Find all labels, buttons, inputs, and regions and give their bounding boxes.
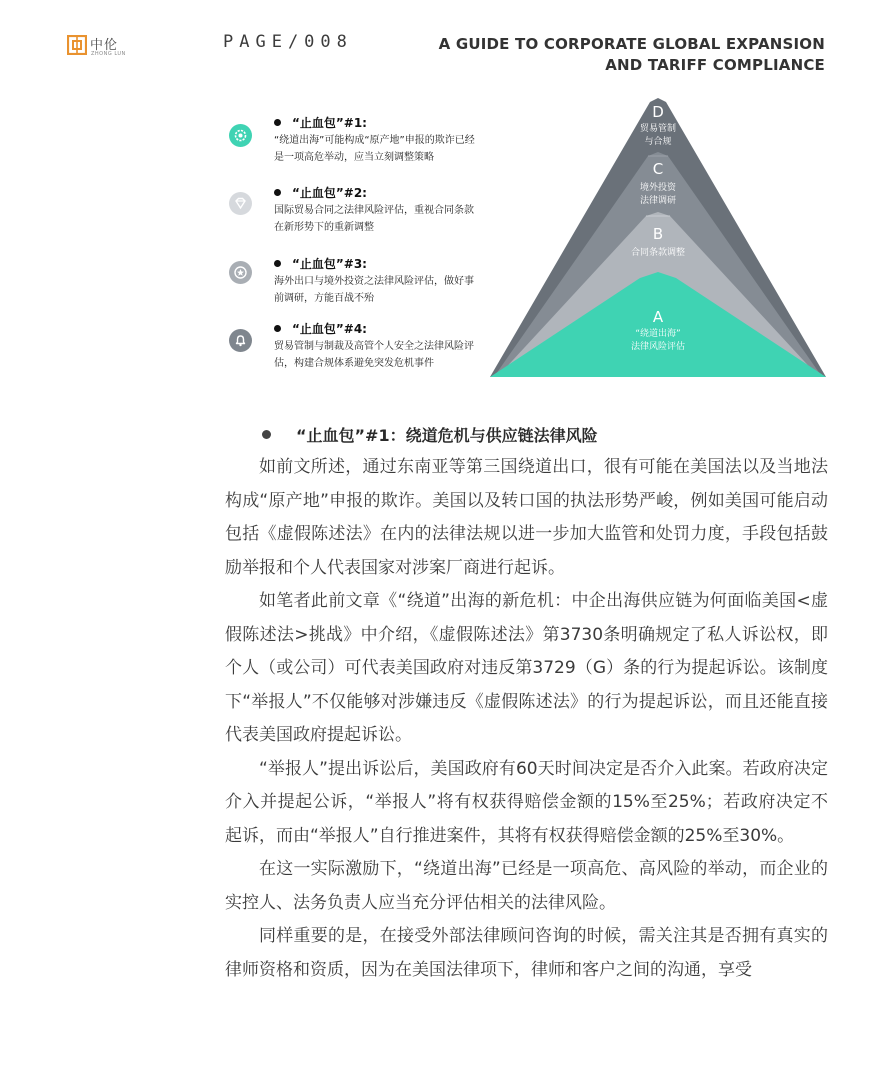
pyramid-label-c: 境外投资 法律调研 bbox=[639, 183, 676, 206]
legend-bullet bbox=[274, 119, 281, 126]
legend-title: “止血包”#1: bbox=[292, 116, 367, 130]
pyramid-letter-b: B bbox=[652, 225, 664, 243]
section-heading bbox=[262, 423, 598, 446]
legend-description: 国际贸易合同之法律风险评估，重视合同条款在新形势下的重新调整 bbox=[274, 205, 474, 233]
legend-title: “止血包”#2: bbox=[292, 186, 367, 200]
pyramid-letter-c: C bbox=[652, 160, 664, 178]
legend-item-2 bbox=[229, 187, 489, 247]
paragraph: 如笔者此前文章《“绕道”出海的新危机：中企出海供应链为何面临美国<虚假陈述法>挑战》中介绍，《虚假陈述法》第3730条明确规定了私人诉讼权，即个人（或公司）可代表美国政府对违反第3729（G）条的行为提起诉讼。该制度下“举报人”不仅能够对涉嫌违反《虚假陈述法》的行为提起诉讼，而且还能直接代表美国政府提起诉讼。 bbox=[225, 591, 828, 745]
legend-bullet bbox=[274, 189, 281, 196]
document-title-line-2: AND TARIFF COMPLIANCE bbox=[605, 56, 825, 74]
bullet-dot bbox=[262, 430, 271, 439]
paragraph: 如前文所述，通过东南亚等第三国绕道出口，很有可能在美国法以及当地法构成“原产地”申报的欺诈。美国以及转口国的执法形势严峻，例如美国可能启动包括《虚假陈述法》在内的法律法规以进一步加大监管和处罚力度，手段包括鼓励举报和个人代表国家对涉案厂商进行起诉。 bbox=[225, 457, 828, 578]
legend-item-4 bbox=[229, 323, 489, 383]
legend-description: 海外出口与境外投资之法律风险评估，做好事前调研，方能百战不殆 bbox=[274, 276, 474, 304]
legend-title: “止血包”#3: bbox=[292, 257, 367, 271]
logo-mark-icon bbox=[67, 35, 87, 55]
pyramid-letter-d: D bbox=[652, 103, 664, 121]
company-logo bbox=[67, 33, 147, 61]
article-body bbox=[225, 451, 828, 987]
section-heading-text: “止血包”#1：绕道危机与供应链法律风险 bbox=[296, 426, 598, 445]
paragraph: 在这一实际激励下，“绕道出海”已经是一项高危、高风险的举动，而企业的实控人、法务负责人应当充分评估相关的法律风险。 bbox=[225, 859, 828, 913]
gear-icon bbox=[229, 124, 252, 147]
document-title bbox=[439, 34, 825, 76]
legend-description: “绕道出海”可能构成“原产地”申报的欺诈已经是一项高危举动，应当立刻调整策略 bbox=[274, 135, 475, 163]
legend-item-1 bbox=[229, 117, 489, 177]
pyramid-label-b: 合同条款调整 bbox=[630, 248, 685, 258]
pyramid-label-a: “绕道出海” 法律风险评估 bbox=[630, 329, 685, 352]
pyramid-label-d: 贸易管制 与合规 bbox=[639, 124, 676, 147]
pyramid-letter-a: A bbox=[652, 308, 664, 326]
legend-item-3 bbox=[229, 258, 489, 318]
badge-icon bbox=[229, 261, 252, 284]
legend-title: “止血包”#4: bbox=[292, 322, 367, 336]
paragraph: 同样重要的是，在接受外部法律顾问咨询的时候，需关注其是否拥有真实的律师资格和资质，因为在美国法律项下，律师和客户之间的沟通，享受 bbox=[225, 926, 828, 980]
page-number: PAGE/008 bbox=[223, 32, 353, 52]
bell-icon bbox=[229, 329, 252, 352]
legend-description: 贸易管制与制裁及高管个人安全之法律风险评估，构建合规体系避免突发危机事件 bbox=[274, 341, 474, 369]
legend-bullet bbox=[274, 325, 281, 332]
diamond-icon bbox=[229, 192, 252, 215]
paragraph: “举报人”提出诉讼后，美国政府有60天时间决定是否介入此案。若政府决定介入并提起公诉，“举报人”将有权获得赔偿金额的15%至25%；若政府决定不起诉，而由“举报人”自行推进案件，其将有权获得赔偿金额的25%至30%。 bbox=[225, 758, 828, 846]
document-title-line-1: A GUIDE TO CORPORATE GLOBAL EXPANSION bbox=[438, 35, 825, 53]
pyramid-diagram bbox=[486, 94, 830, 384]
logo-text: 中伦 bbox=[90, 38, 119, 53]
logo-subtext: ZHONG LUN bbox=[91, 51, 126, 57]
legend-bullet bbox=[274, 260, 281, 267]
